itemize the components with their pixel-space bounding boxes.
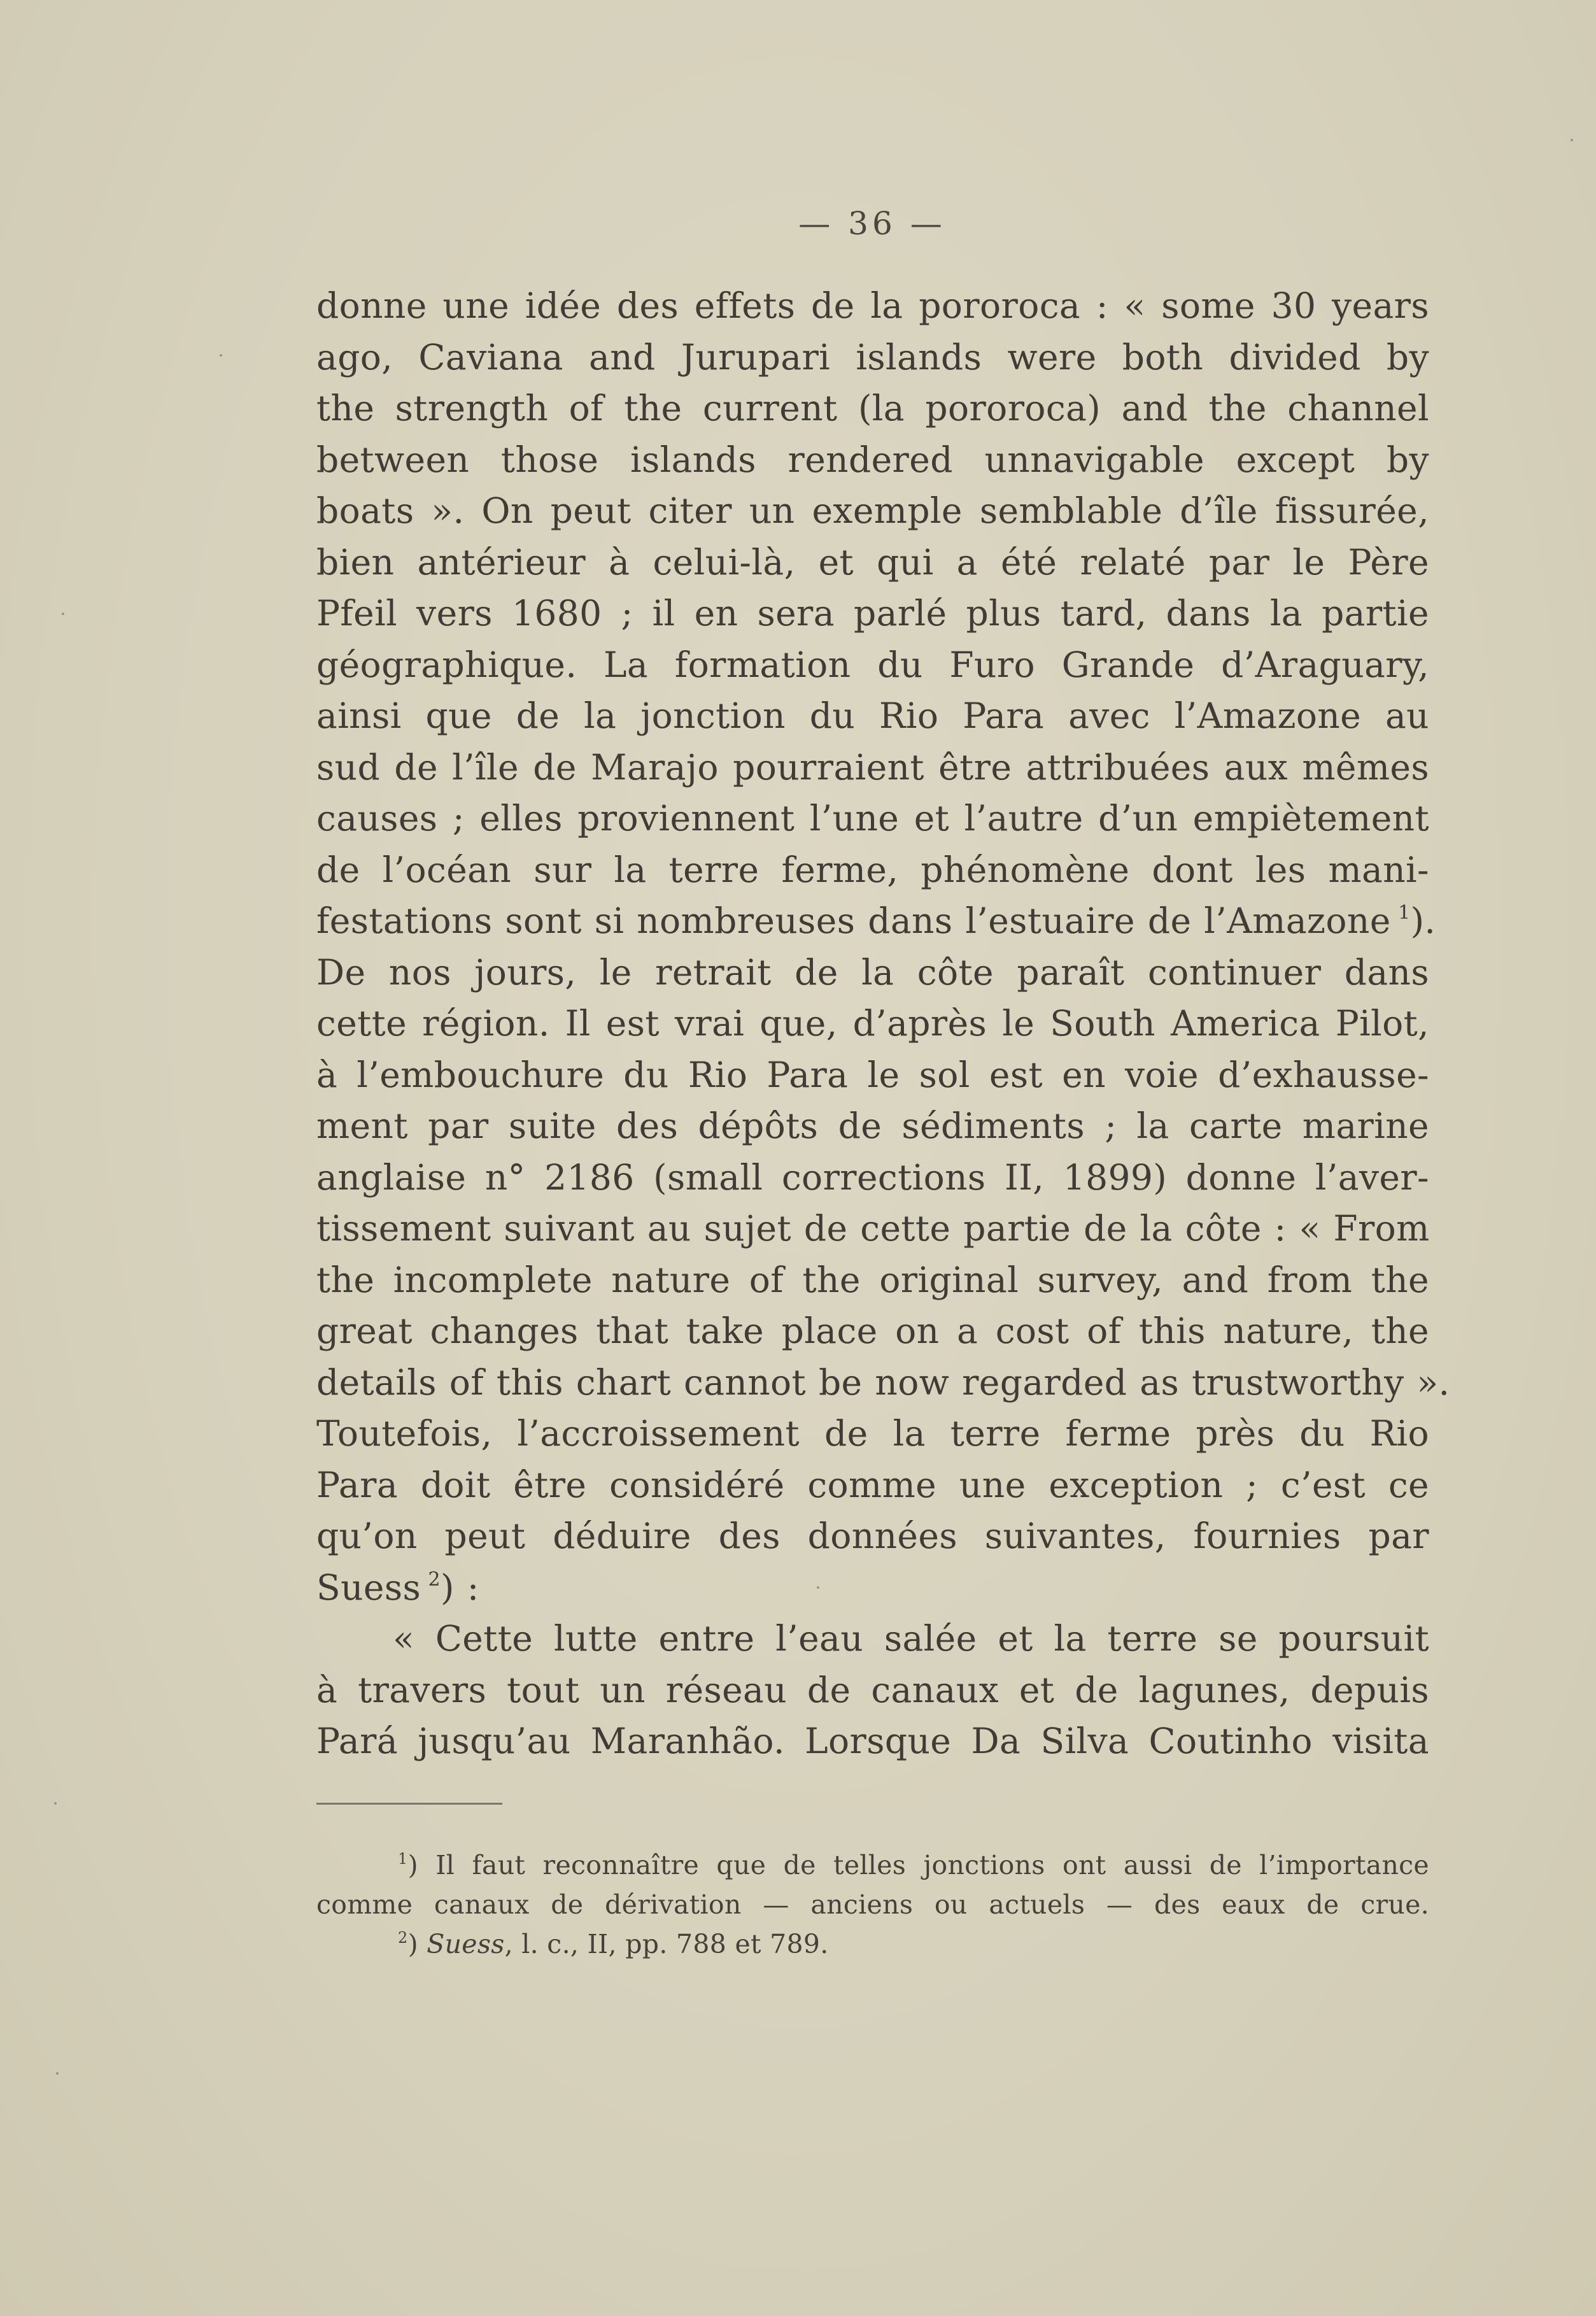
- paper-speck: [54, 1802, 57, 1805]
- footnote-2-text: , l. c., II, pp. 788 et 789.: [504, 1929, 829, 1959]
- paper-speck: [220, 354, 222, 357]
- paper-speck: [817, 1586, 819, 1589]
- ref-tail: ).: [1410, 900, 1436, 941]
- line-text: Suess: [316, 1566, 421, 1608]
- text-line: qu’on peut déduire des données suivantes, fournies par: [316, 1516, 1429, 1556]
- text-line: Para doit être considéré comme une exception ; c’est ce: [316, 1464, 1429, 1505]
- text-line: de l’océan sur la terre ferme, phénomène dont les mani-: [316, 849, 1429, 890]
- text-line: anglaise n° 2186 (small corrections II, 1899) donne l’aver-: [316, 1156, 1429, 1198]
- text-line: géographique. La formation du Furo Grande d’Araguary,: [316, 644, 1429, 685]
- footnote-1-line: comme canaux de dérivation — anciens ou actuels — des eaux de crue.: [316, 1889, 1429, 1920]
- footnotes: [316, 1845, 1429, 1964]
- text-line: sud de l’île de Marajo pourraient être attribuées aux mêmes: [316, 746, 1429, 788]
- text-line: between those islands rendered unnavigable except by: [316, 439, 1429, 480]
- footnote-2-author: Suess: [427, 1929, 505, 1959]
- text-line: donne une idée des effets de la pororoca : « some 30 years: [316, 285, 1429, 326]
- text-line: Pará jusqu’au Maranhão. Lorsque Da Silva Coutinho visita: [316, 1721, 1429, 1761]
- footnote-ref-2: 2: [428, 1568, 441, 1591]
- line-text: festations sont si nombreuses dans l’estuaire de l’Amazone: [316, 900, 1391, 941]
- footnote-2-paren: ): [407, 1929, 427, 1959]
- text-line: Pfeil vers 1680 ; il en sera parlé plus tard, dans la partie: [316, 593, 1429, 634]
- footnote-1-text: ) Il faut reconnaître que de telles jonctions ont aussi de l’importance: [407, 1850, 1429, 1880]
- page-number: — 36 —: [798, 205, 946, 242]
- paper-speck: [56, 2072, 59, 2075]
- footnote-1-line: [316, 1845, 1429, 1885]
- footnote-divider: [316, 1803, 502, 1805]
- text-line-with-footnote-ref: [316, 895, 1436, 947]
- text-line: causes ; elles proviennent l’une et l’autre d’un empiètement: [316, 798, 1429, 839]
- text-line: ment par suite des dépôts de sédiments ; la carte marine: [316, 1105, 1429, 1146]
- footnote-ref-1: 1: [1398, 902, 1411, 924]
- text-line: à l’embouchure du Rio Para le sol est en voie d’exhausse-: [316, 1054, 1429, 1095]
- text-line: boats ». On peut citer un exemple semblable d’île fissurée,: [316, 490, 1429, 531]
- text-line: the strength of the current (la pororoca) and the channel: [316, 388, 1429, 429]
- paper-speck: [1571, 139, 1573, 141]
- text-line: à travers tout un réseau de canaux et de lagunes, depuis: [316, 1669, 1429, 1710]
- text-line: details of this chart cannot be now regarded as trustworthy ».: [316, 1361, 1450, 1403]
- text-line: the incomplete nature of the original survey, and from the: [316, 1259, 1429, 1300]
- text-line: cette région. Il est vrai que, d’après le South America Pilot,: [316, 1003, 1429, 1044]
- paper-speck: [62, 613, 64, 615]
- text-line: De nos jours, le retrait de la côte paraît continuer dans: [316, 951, 1429, 993]
- text-line: ago, Caviana and Jurupari islands were both divided by: [316, 336, 1429, 378]
- text-line: tissement suivant au sujet de cette partie de la côte : « From: [316, 1208, 1430, 1249]
- text-line: great changes that take place on a cost of this nature, the: [316, 1311, 1429, 1351]
- text-line: ainsi que de la jonction du Rio Para avec l’Amazone au: [316, 695, 1429, 736]
- footnote-2-line: [316, 1924, 1429, 1964]
- text-line: Toutefois, l’accroissement de la terre ferme près du Rio: [316, 1413, 1429, 1454]
- body-text: [316, 280, 1450, 1767]
- ref-tail: ) :: [441, 1566, 479, 1608]
- text-line: bien antérieur à celui-là, et qui a été relaté par le Père: [316, 541, 1429, 583]
- text-line: « Cette lutte entre l’eau salée et la terre se poursuit: [393, 1618, 1429, 1659]
- footnote-2-mark: 2: [398, 1929, 408, 1947]
- text-line-with-footnote-ref: [316, 1562, 1429, 1614]
- footnote-1-mark: 1: [398, 1850, 408, 1868]
